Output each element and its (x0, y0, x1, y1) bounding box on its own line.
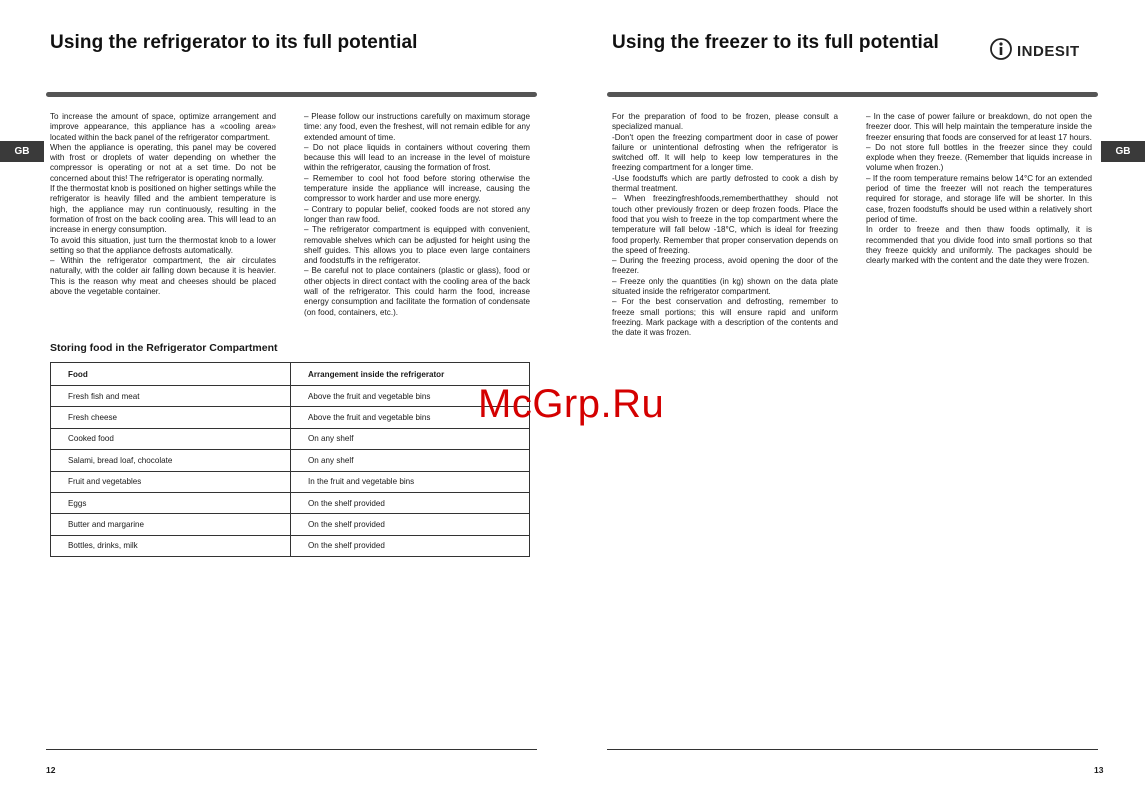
left-col1-para: If the thermostat knob is positioned on higher settings while the refrigerator is heavily filled and the ambient temperature is high, the appliance may run continuously, resulting in the formation of frost on the back cooling area. This will lead to an increase in energy consumption. (50, 184, 276, 235)
table-cell-arrangement: On the shelf provided (291, 514, 530, 535)
right-page-number: 13 (1094, 765, 1104, 775)
left-bottom-rule (46, 749, 537, 750)
table-row (51, 492, 530, 513)
right-col2-para: – In the case of power failure or breakdown, do not open the freezer door. This will help maintain the temperature inside the freezer ensuring that foods are conserved for at least 17 hours. (866, 112, 1092, 142)
right-col1-para: -Use foodstuffs which are partly defrosted to cook a dish by thermal treatment. (612, 173, 838, 194)
indesit-logo-icon (989, 37, 1013, 66)
left-col1-para: – Within the refrigerator compartment, the air circulates naturally, with the colder air falling down because it is heavier. This is the reason why meat and cheeses should be placed above the vegetable container. (50, 256, 276, 297)
right-page-title: Using the freezer to its full potential (612, 32, 939, 53)
right-col2-para: In order to freeze and then thaw foods optimally, it is recommended that you divide food into small portions so that they freeze quickly and uniformly. The packages should be clearly marked with the content and the date they were frozen. (866, 225, 1092, 266)
table-header-food: Food (51, 363, 291, 386)
left-col1-para: To increase the amount of space, optimize arrangement and improve appearance, this appliance has a «cooling area» located within the back panel of the refrigerator compartment. (50, 112, 276, 142)
logo-text: INDESIT (1017, 43, 1080, 60)
left-col2-para: – Do not place liquids in containers without covering them because this will lead to an increase in the level of moisture within the refrigerator, causing the formation of frost. (304, 142, 530, 173)
right-col2-para: – Do not store full bottles in the freezer since they could explode when they freeze. (Remember that liquids increase in volume when frozen.) (866, 142, 1092, 173)
table-cell-arrangement: Above the fruit and vegetable bins (291, 386, 530, 407)
right-col1-para: – When freezingfreshfoods,rememberthatthey should not touch other previously frozen or deep frozen foods. Place the food that you wish to freeze in the top compartment where the temperature will fall below -18°C, which is ideal for freezing food properly. Remember that proper conservation depends on the speed of freezing. (612, 194, 838, 255)
table-cell-food: Fresh fish and meat (51, 386, 291, 407)
table-row (51, 386, 530, 407)
right-col1-para: – For the best conservation and defrosting, remember to freeze small portions; this will ensure rapid and uniform freezing. Mark package with a description of the contents and the date it was frozen. (612, 297, 838, 338)
right-col1-para: – During the freezing process, avoid opening the door of the freezer. (612, 256, 838, 276)
table-cell-arrangement: On the shelf provided (291, 492, 530, 513)
left-page-number: 12 (46, 765, 56, 775)
right-column-1 (612, 112, 838, 339)
table-cell-arrangement: On any shelf (291, 450, 530, 471)
table-title: Storing food in the Refrigerator Compartment (50, 342, 278, 354)
table-cell-food: Salami, bread loaf, chocolate (51, 450, 291, 471)
right-bottom-rule (607, 749, 1098, 750)
left-col2-para: – Please follow our instructions carefully on maximum storage time: any food, even the freshest, will not remain edible for any extended amount of time. (304, 112, 530, 142)
right-column-2 (866, 112, 1092, 266)
table-cell-food: Fruit and vegetables (51, 471, 291, 492)
left-col2-para: – Contrary to popular belief, cooked foods are not stored any longer than raw food. (304, 204, 530, 224)
table-cell-food: Fresh cheese (51, 407, 291, 428)
right-gb-tab: GB (1101, 141, 1145, 162)
left-col2-para: – Be careful not to place containers (plastic or glass), food or other objects in direct contact with the cooling area of the back wall of the refrigerator. This could harm the food, increase energy consumption and facilitate the formation of condensate (on food, containers, etc.). (304, 266, 530, 317)
table-row (51, 471, 530, 492)
right-col1-para: -Don't open the freezing compartment door in case of power failure or unintentional defrosting when the refrigerator is switched off. It will help to keep low temperatures in the freezing compartment for a longer time. (612, 132, 838, 173)
table-cell-food: Bottles, drinks, milk (51, 535, 291, 556)
left-page-title: Using the refrigerator to its full potential (50, 32, 418, 53)
table-header-row (51, 363, 530, 386)
table-cell-food: Eggs (51, 492, 291, 513)
table-row (51, 450, 530, 471)
indesit-logo (989, 37, 1080, 66)
left-column-2 (304, 112, 530, 318)
right-top-rule (607, 92, 1098, 97)
table-row (51, 535, 530, 556)
left-top-rule (46, 92, 537, 97)
table-cell-arrangement: Above the fruit and vegetable bins (291, 407, 530, 428)
left-col2-para: – Remember to cool hot food before storing otherwise the temperature inside the appliance will increase, causing the compressor to work harder and use more energy. (304, 173, 530, 204)
left-col2-para: – The refrigerator compartment is equipped with convenient, removable shelves which can be adjusted for height using the shelf guides. This allows you to place even large containers and foodstuffs in the refrigerator. (304, 225, 530, 266)
watermark: McGrp.Ru (478, 382, 665, 426)
right-col2-para: – If the room temperature remains below 14°C for an extended period of time the freezer will not reach the temperatures required for storage, and storage life will be shorter. In this case, frozen foodstuffs should be used within a relatively short period of time. (866, 173, 1092, 224)
food-storage-table (50, 362, 530, 557)
left-column-1 (50, 112, 276, 297)
right-col1-para: For the preparation of food to be frozen, please consult a specialized manual. (612, 112, 838, 132)
right-col1-para: – Freeze only the quantities (in kg) shown on the data plate situated inside the refrigerator compartment. (612, 276, 838, 297)
table-cell-arrangement: On the shelf provided (291, 535, 530, 556)
left-gb-tab: GB (0, 141, 44, 162)
table-cell-food: Cooked food (51, 428, 291, 449)
left-col1-para: To avoid this situation, just turn the thermostat knob to a lower setting so that the appliance defrosts automatically. (50, 235, 276, 255)
table-cell-arrangement: In the fruit and vegetable bins (291, 471, 530, 492)
table-header-arrangement: Arrangement inside the refrigerator (291, 363, 530, 386)
table-row (51, 514, 530, 535)
table-cell-food: Butter and margarine (51, 514, 291, 535)
left-col1-para: When the appliance is operating, this panel may be covered with frost or droplets of water depending on whether the compressor is operating or not at a set time. Do not be concerned about this! The refrigerator is operating normally. (50, 142, 276, 183)
table-cell-arrangement: On any shelf (291, 428, 530, 449)
table-row (51, 407, 530, 428)
table-row (51, 428, 530, 449)
